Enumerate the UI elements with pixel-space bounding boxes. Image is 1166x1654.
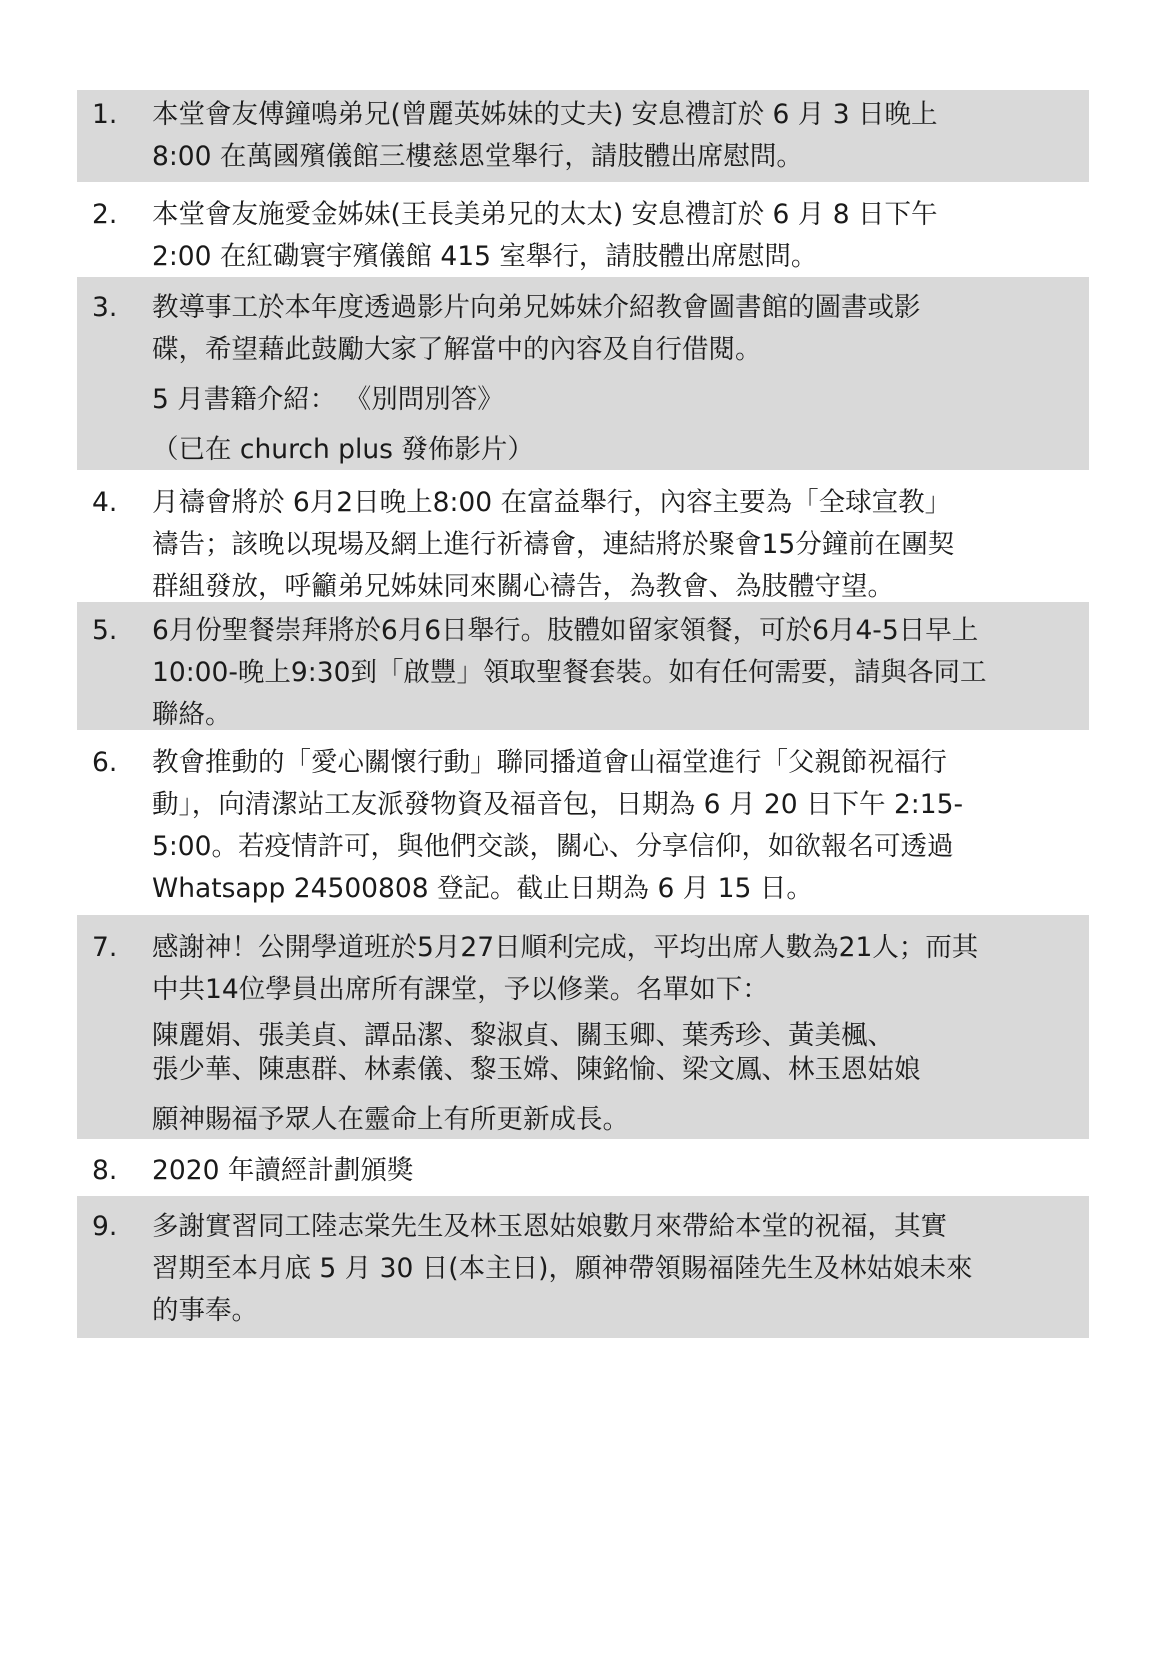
item-text-line: 本堂會友傅鐘鳴弟兄(曾麗英姊妹的丈夫) 安息禮訂於 6 月 3 日晚上 [152,99,938,130]
item-number: 5. [92,615,118,646]
item-text-line: 教導事工於本年度透過影片向弟兄姊妹介紹教會圖書館的圖書或影 [152,292,921,323]
announcement-item-7 [77,915,1089,1139]
announcement-item-9 [77,1196,1089,1338]
item-number: 7. [92,932,118,963]
item-text-line: 5:00。若疫情許可，與他們交談，關心、分享信仰，如欲報名可透過 [152,831,954,862]
item-text-line: Whatsapp 24500808 登記。截止日期為 6 月 15 日。 [152,873,813,904]
item-number: 6. [92,747,118,778]
item-number: 1. [92,99,118,130]
video-note-line: （已在 church plus 發佈影片） [152,434,534,465]
item-text-line: 10:00-晚上9:30到「啟豐」領取聖餐套裝。如有任何需要，請與各同工 [152,657,987,688]
graduate-names-line: 張少華、陳惠群、林素儀、黎玉嫦、陳銘愉、梁文鳳、林玉恩姑娘 [152,1054,921,1085]
announcement-item-1 [77,90,1089,182]
item-text-line: 動」，向清潔站工友派發物資及福音包，日期為 6 月 20 日下午 2:15- [152,789,964,820]
item-text-line: 聯絡。 [152,699,232,730]
item-text-line: 多謝實習同工陸志棠先生及林玉恩姑娘數月來帶給本堂的祝福，其實 [152,1211,947,1242]
item-text-line: 碟，希望藉此鼓勵大家了解當中的內容及自行借閱。 [152,334,762,365]
announcement-item-8 [77,1148,1089,1194]
item-text-line: 8:00 在萬國殯儀館三樓慈恩堂舉行，請肢體出席慰問。 [152,141,803,172]
announcement-item-6 [77,740,1089,906]
item-text-line: 習期至本月底 5 月 30 日(本主日)，願神帶領賜福陸先生及林姑娘未來 [152,1253,973,1284]
item-number: 2. [92,199,118,230]
announcement-item-2 [77,190,1089,276]
item-text-line: 2020 年讀經計劃頒獎 [152,1155,414,1186]
item-number: 4. [92,487,118,518]
item-number: 3. [92,292,118,323]
item-text-line: 月禱會將於 6月2日晚上8:00 在富益舉行，內容主要為「全球宣教」 [152,487,952,518]
item-text-line: 本堂會友施愛金姊妹(王長美弟兄的太太) 安息禮訂於 6 月 8 日下午 [152,199,938,230]
item-number: 9. [92,1211,118,1242]
announcement-item-4 [77,480,1089,600]
item-text-line: 中共14位學員出席所有課堂，予以修業。名單如下： [152,974,769,1005]
blessing-line: 願神賜福予眾人在靈命上有所更新成長。 [152,1104,629,1135]
item-text-line: 的事奉。 [152,1295,258,1326]
item-text-line: 教會推動的「愛心關懷行動」聯同播道會山福堂進行「父親節祝福行 [152,747,947,778]
announcement-item-5 [77,602,1089,730]
item-number: 8. [92,1155,118,1186]
book-intro-line: 5 月書籍介紹： 《別問別答》 [152,384,504,415]
item-text-line: 群組發放，呼籲弟兄姊妹同來關心禱告，為教會、為肢體守望。 [152,571,894,602]
item-text-line: 6月份聖餐崇拜將於6月6日舉行。肢體如留家領餐，可於6月4-5日早上 [152,615,979,646]
graduate-names-line: 陳麗娟、張美貞、譚品潔、黎淑貞、關玉卿、葉秀珍、黃美楓、 [152,1020,894,1051]
announcement-item-3 [77,277,1089,470]
item-text-line: 2:00 在紅磡寰宇殯儀館 415 室舉行，請肢體出席慰問。 [152,241,818,272]
item-text-line: 感謝神！公開學道班於5月27日順利完成，平均出席人數為21人；而其 [152,932,979,963]
item-text-line: 禱告；該晚以現場及網上進行祈禱會，連結將於聚會15分鐘前在團契 [152,529,955,560]
